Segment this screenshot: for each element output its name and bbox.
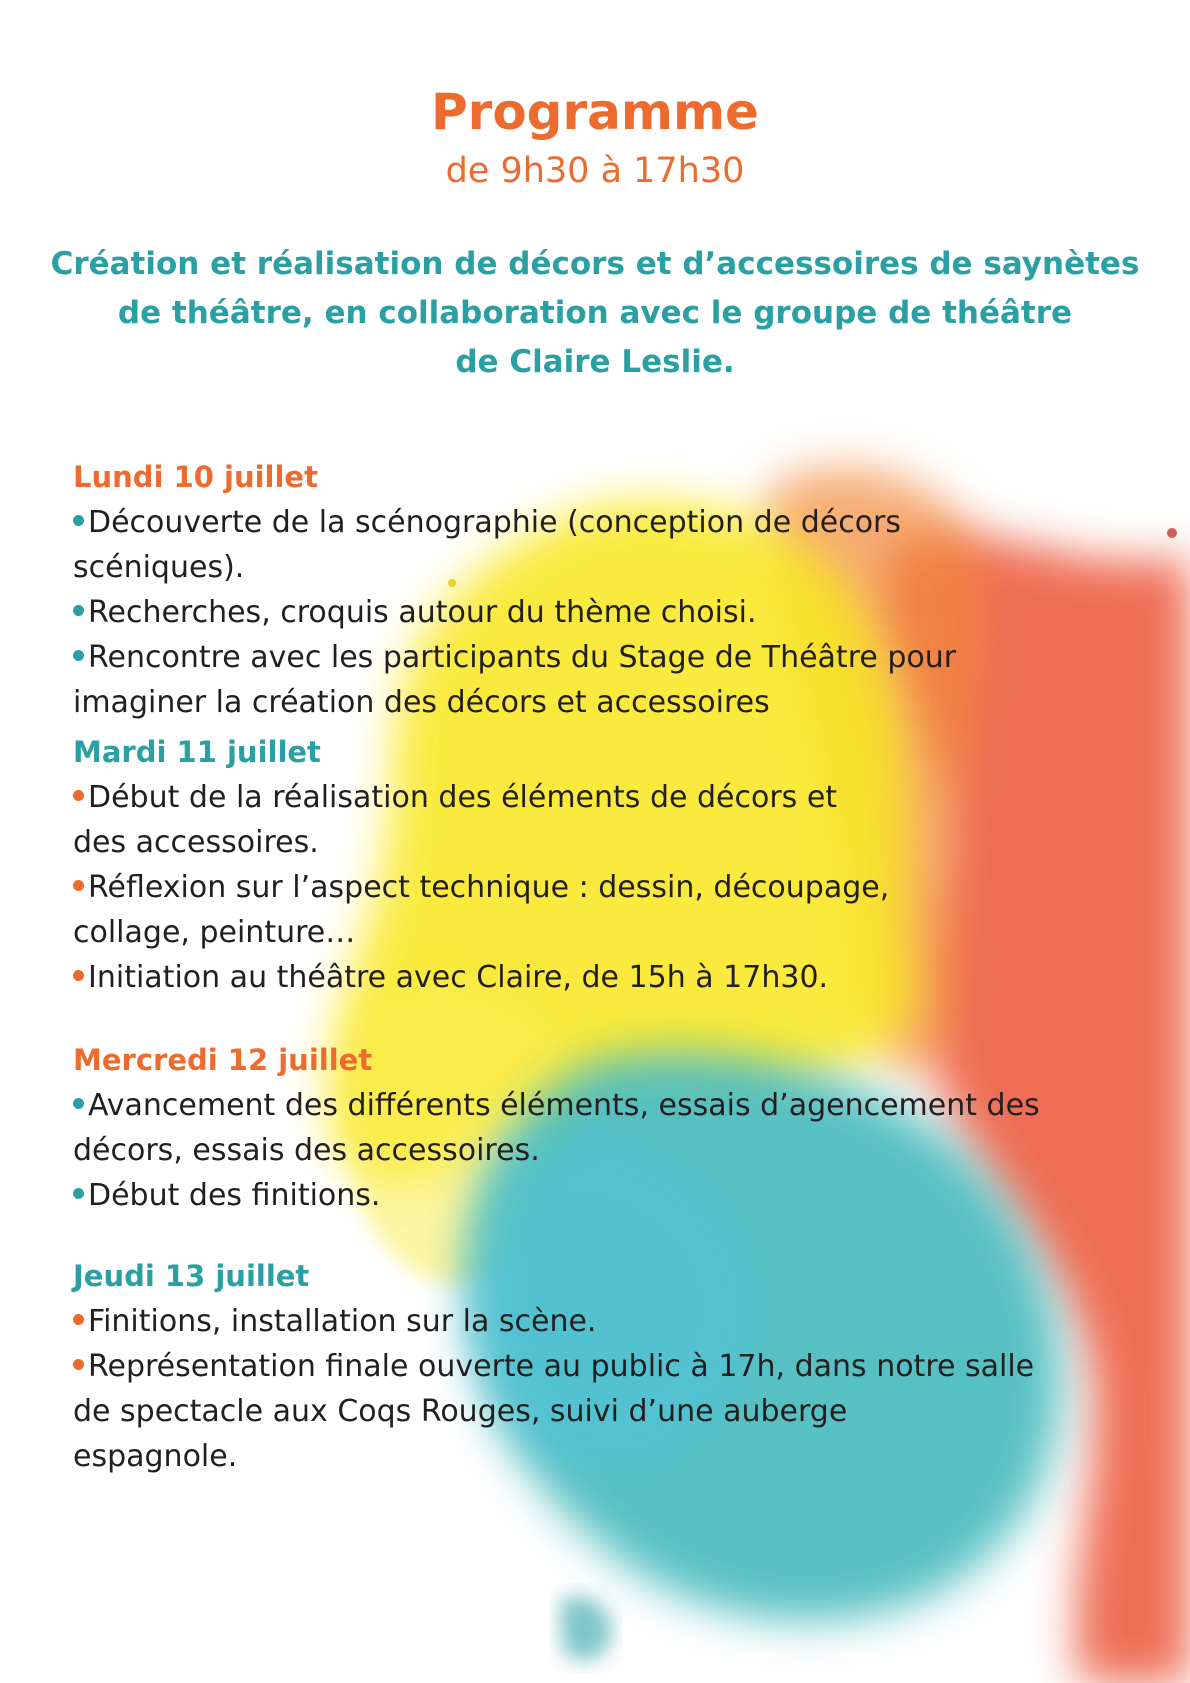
bullet-icon [73,1188,84,1199]
bullet-icon [73,1098,84,1109]
list-item: Début de la réalisation des éléments de décors et [73,775,1123,820]
intro-line: de Claire Leslie. [455,344,735,380]
list-item: Recherches, croquis autour du thème choisi. [73,590,1123,635]
schedule-hours: de 9h30 à 17h30 [445,151,745,191]
day-title: Mardi 11 juillet [73,735,321,769]
page-title: Programme [431,83,759,141]
day-title: Jeudi 13 juillet [73,1259,310,1293]
list-item: Découverte de la scénographie (conception de décors [73,500,1123,545]
list-item-continued: scéniques). [73,550,245,585]
list-item: Début des finitions. [73,1173,1123,1218]
list-item-continued: décors, essais des accessoires. [73,1133,540,1168]
day-title: Lundi 10 juillet [73,460,318,494]
day-tuesday [73,730,1123,1000]
bullet-icon [73,650,84,661]
intro-line: de théâtre, en collaboration avec le groupe de théâtre [117,295,1073,331]
bullet-icon [73,605,84,616]
list-item: Rencontre avec les participants du Stage de Théâtre pour [73,635,1123,680]
day-title: Mercredi 12 juillet [73,1043,373,1077]
day-wednesday [73,1038,1123,1218]
list-item: Réflexion sur l’aspect technique : dessin, découpage, [73,865,1123,910]
list-item: Initiation au théâtre avec Claire, de 15h à 17h30. [73,955,1123,1000]
bullet-icon [73,790,84,801]
bullet-icon [73,970,84,981]
list-item: Avancement des différents éléments, essais d’agencement des [73,1083,1123,1128]
intro-text [40,240,1150,387]
list-item-continued: de spectacle aux Coqs Rouges, suivi d’une auberge [73,1394,848,1429]
day-monday [73,455,1123,725]
list-item-continued: collage, peinture… [73,915,356,950]
bullet-icon [73,880,84,891]
bullet-icon [73,1359,84,1370]
list-item: Finitions, installation sur la scène. [73,1299,1123,1344]
list-item-continued: imaginer la création des décors et accessoires [73,685,770,720]
list-item: Représentation finale ouverte au public à 17h, dans notre salle [73,1344,1123,1389]
intro-line: Création et réalisation de décors et d’accessoires de saynètes [50,246,1140,282]
day-thursday [73,1254,1123,1479]
list-item-continued: des accessoires. [73,825,319,860]
list-item-continued: espagnole. [73,1439,238,1474]
bullet-icon [73,1314,84,1325]
bullet-icon [73,515,84,526]
